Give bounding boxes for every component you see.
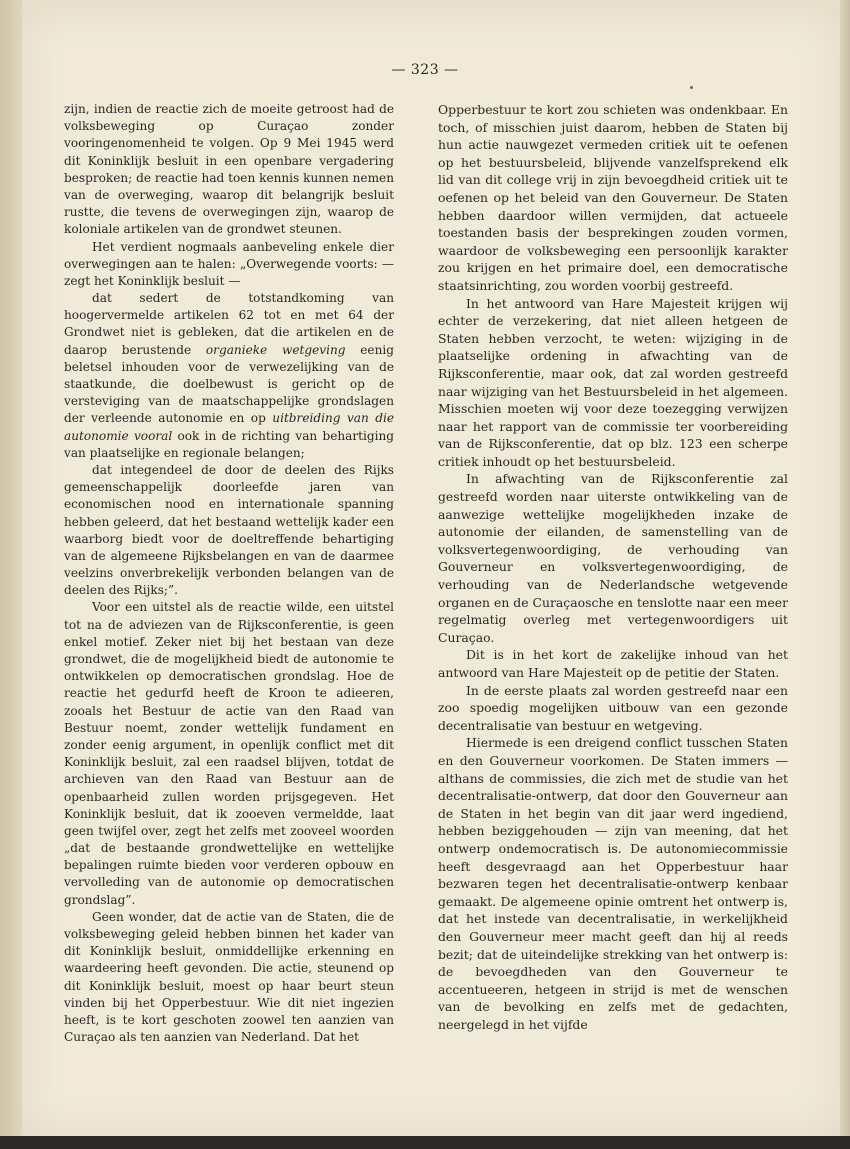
paragraph: Geen wonder, dat de actie van de Staten, die de volksbeweging geleid hebben binnen het kader van dit Koninklijk besluit, onmiddellijke erkenning en waardeering heeft gevonden. Die actie, steunend op dit Koninklijk besluit, moest op haar beurt steun vinden bij het Opperbestuur. Wie dit niet ingezien heeft, is te kort geschoten zoowel ten aanzien van Curaçao als ten aanzien van Nederland. Dat het — [64, 909, 394, 1045]
emphasis-text: organieke wetgeving — [205, 342, 346, 357]
page-number: — 323 — — [391, 62, 459, 78]
print-speck — [690, 86, 693, 89]
paragraph: In de eerste plaats zal worden gestreefd naar een zoo spoedig mogelijken uitbouw van een gezonde decentralisatie van bestuur en wetgeving. — [438, 682, 788, 733]
paragraph: Het verdient nogmaals aanbeveling enkele dier overwegingen aan te halen: „Overwegende voorts: — zegt het Koninklijk besluit — — [64, 239, 394, 288]
paragraph: In het antwoord van Hare Majesteit krijgen wij echter de verzekering, dat niet alleen hetgeen de Staten hebben verzocht, te weten: wijziging in de plaatselijke ordening in afwachting van de Rijksconferentie, maar ook, dat zal worden gestreefd naar wijziging van het Bestuursbeleid in het algemeen. Misschien moeten wij voor deze toezegging verwijzen naar het rapport van de commissie ter voorbereiding van de Rijksconferentie, dat op blz. 123 een scherpe critiek inhoudt op het bestuursbeleid. — [438, 295, 788, 469]
left-column — [64, 101, 394, 1046]
paragraph: zijn, indien de reactie zich de moeite getroost had de volksbeweging op Curaçao zonder vooringenomenheid te volgen. Op 9 Mei 1945 werd dit Koninklijk besluit in een openbare vergadering besproken; de reactie had toen kennis kunnen nemen van de overweging, waarop dit belangrijk besluit rustte, die tevens de overwegingen zijn, waarop de koloniale artikelen van de grondwet steunen. — [64, 102, 394, 237]
right-column — [438, 101, 788, 1033]
scan-left-edge — [0, 0, 22, 1149]
quoted-paragraph — [64, 290, 394, 462]
paragraph: Hiermede is een dreigend conflict tusschen Staten en den Gouverneur voorkomen. De Staten immers — althans de commissies, die zich met de studie van het decentralisatie-ontwerp, dat door den Gouverneur aan de Staten in het begin van dit jaar werd ingediend, hebben beziggehouden — zijn van meening, dat het ontwerp ondemocratisch is. De autonomiecommissie heeft desgevraagd aan het Opperbestuur haar bezwaren tegen het decentralisatie-ontwerp kenbaar gemaakt. De algemeene opinie omtrent het ontwerp is, dat het instede van decentralisatie, in werkelijkheid den Gouverneur meer macht geeft dan hij al reeds bezit; dat de uiteindelijke strekking van het ontwerp is: de bevoegdheden van den Gouverneur te accentueeren, hetgeen in strijd is met de wenschen van de bevolking en zelfs met de gedachten, neergelegd in het vijfde — [438, 735, 788, 1032]
text-run: ook in de richting van behartiging van plaatselijke en regionale belangen; — [64, 428, 395, 460]
quoted-paragraph: dat integendeel de door de deelen des Rijks gemeenschappelijk doorleefde jaren van economischen nood en internationale spanning hebben geleerd, dat het bestaand wettelijk kader een waarborg biedt voor de doeltreffende behartiging van de algemeene Rijksbelangen en van de daarmee veelzins onverbrekelijk verbonden belangen van de deelen des Rijks;”. — [64, 462, 394, 598]
paragraph: In afwachting van de Rijksconferentie zal gestreefd worden naar uiterste ontwikkeling van de aanwezige wettelijke mogelijkheden inzake de autonomie der eilanden, de samenstelling van de volksvertegenwoordiging, de verhouding van Gouverneur en volksvertegenwoordiging, de verhouding van de Nederlandsche wetgevende organen en de Curaçaosche en tenslotte naar een meer regelmatig overleg met vertegenwoordigers uit Curaçao. — [438, 471, 788, 645]
emphasis-text: uitbreiding van die autonomie vooral — [64, 411, 394, 443]
paragraph: Dit is in het kort de zakelijke inhoud van het antwoord van Hare Majesteit op de petitie der Staten. — [438, 647, 788, 680]
paragraph: Voor een uitstel als de reactie wilde, een uitstel tot na de adviezen van de Rijksconferentie, is geen enkel motief. Zeker niet bij het bestaan van deze grondwet, die de mogelijkheid biedt de autonomie te ontwikkelen op democratischen grondslag. Hoe de reactie het gedurfd heeft de Kroon te adieeren, zooals het Bestuur de actie van den Raad van Bestuur noemt, zonder wettelijk fundament en zonder eenig argument, in openlijk conflict met dit Koninklijk besluit, zal een raadsel blijven, totdat de archieven van den Raad van Bestuur aan de openbaarheid zullen worden prijsgegeven. Het Koninklijk besluit, dat ik zooeven vermeldde, laat geen twijfel over, zegt het zelfs met zooveel woorden „dat de bestaande grondwettelijke en wettelijke bepalingen ruimte bieden voor verderen opbouw en vervolleding van de autonomie op democratischen grondslag”. — [64, 600, 394, 907]
text-run: dat sedert de totstandkoming van hoogervermelde artikelen 62 tot en met 64 der Grondwet niet is gebleken, dat die artikelen en de daarop berustende — [64, 291, 394, 357]
scan-bottom-edge — [0, 1136, 850, 1149]
text-run: eenig beletsel inhouden voor de verwezelijking van de staatkunde, die doelbewust is gericht op de versteviging van de maatschappelijke grondslagen der verleende autonomie en op — [64, 342, 394, 426]
scan-right-edge — [840, 0, 850, 1149]
paragraph: Opperbestuur te kort zou schieten was ondenkbaar. En toch, of misschien juist daarom, hebben de Staten bij hun actie nauwgezet vermeden critiek uit te oefenen op het bestuursbeleid, blijvende vanzelfsprekend elk lid van dit college vrij in zijn bevoegdheid critiek uit te oefenen op het beleid van den Gouverneur. De Staten hebben daardoor willen vermijden, dat actueele toestanden basis der besprekingen zouden vormen, waardoor de volksbeweging een persoonlijk karakter zou krijgen en het primaire doel, een democratische staatsinrichting, zou worden voorbij gestreefd. — [438, 102, 788, 293]
